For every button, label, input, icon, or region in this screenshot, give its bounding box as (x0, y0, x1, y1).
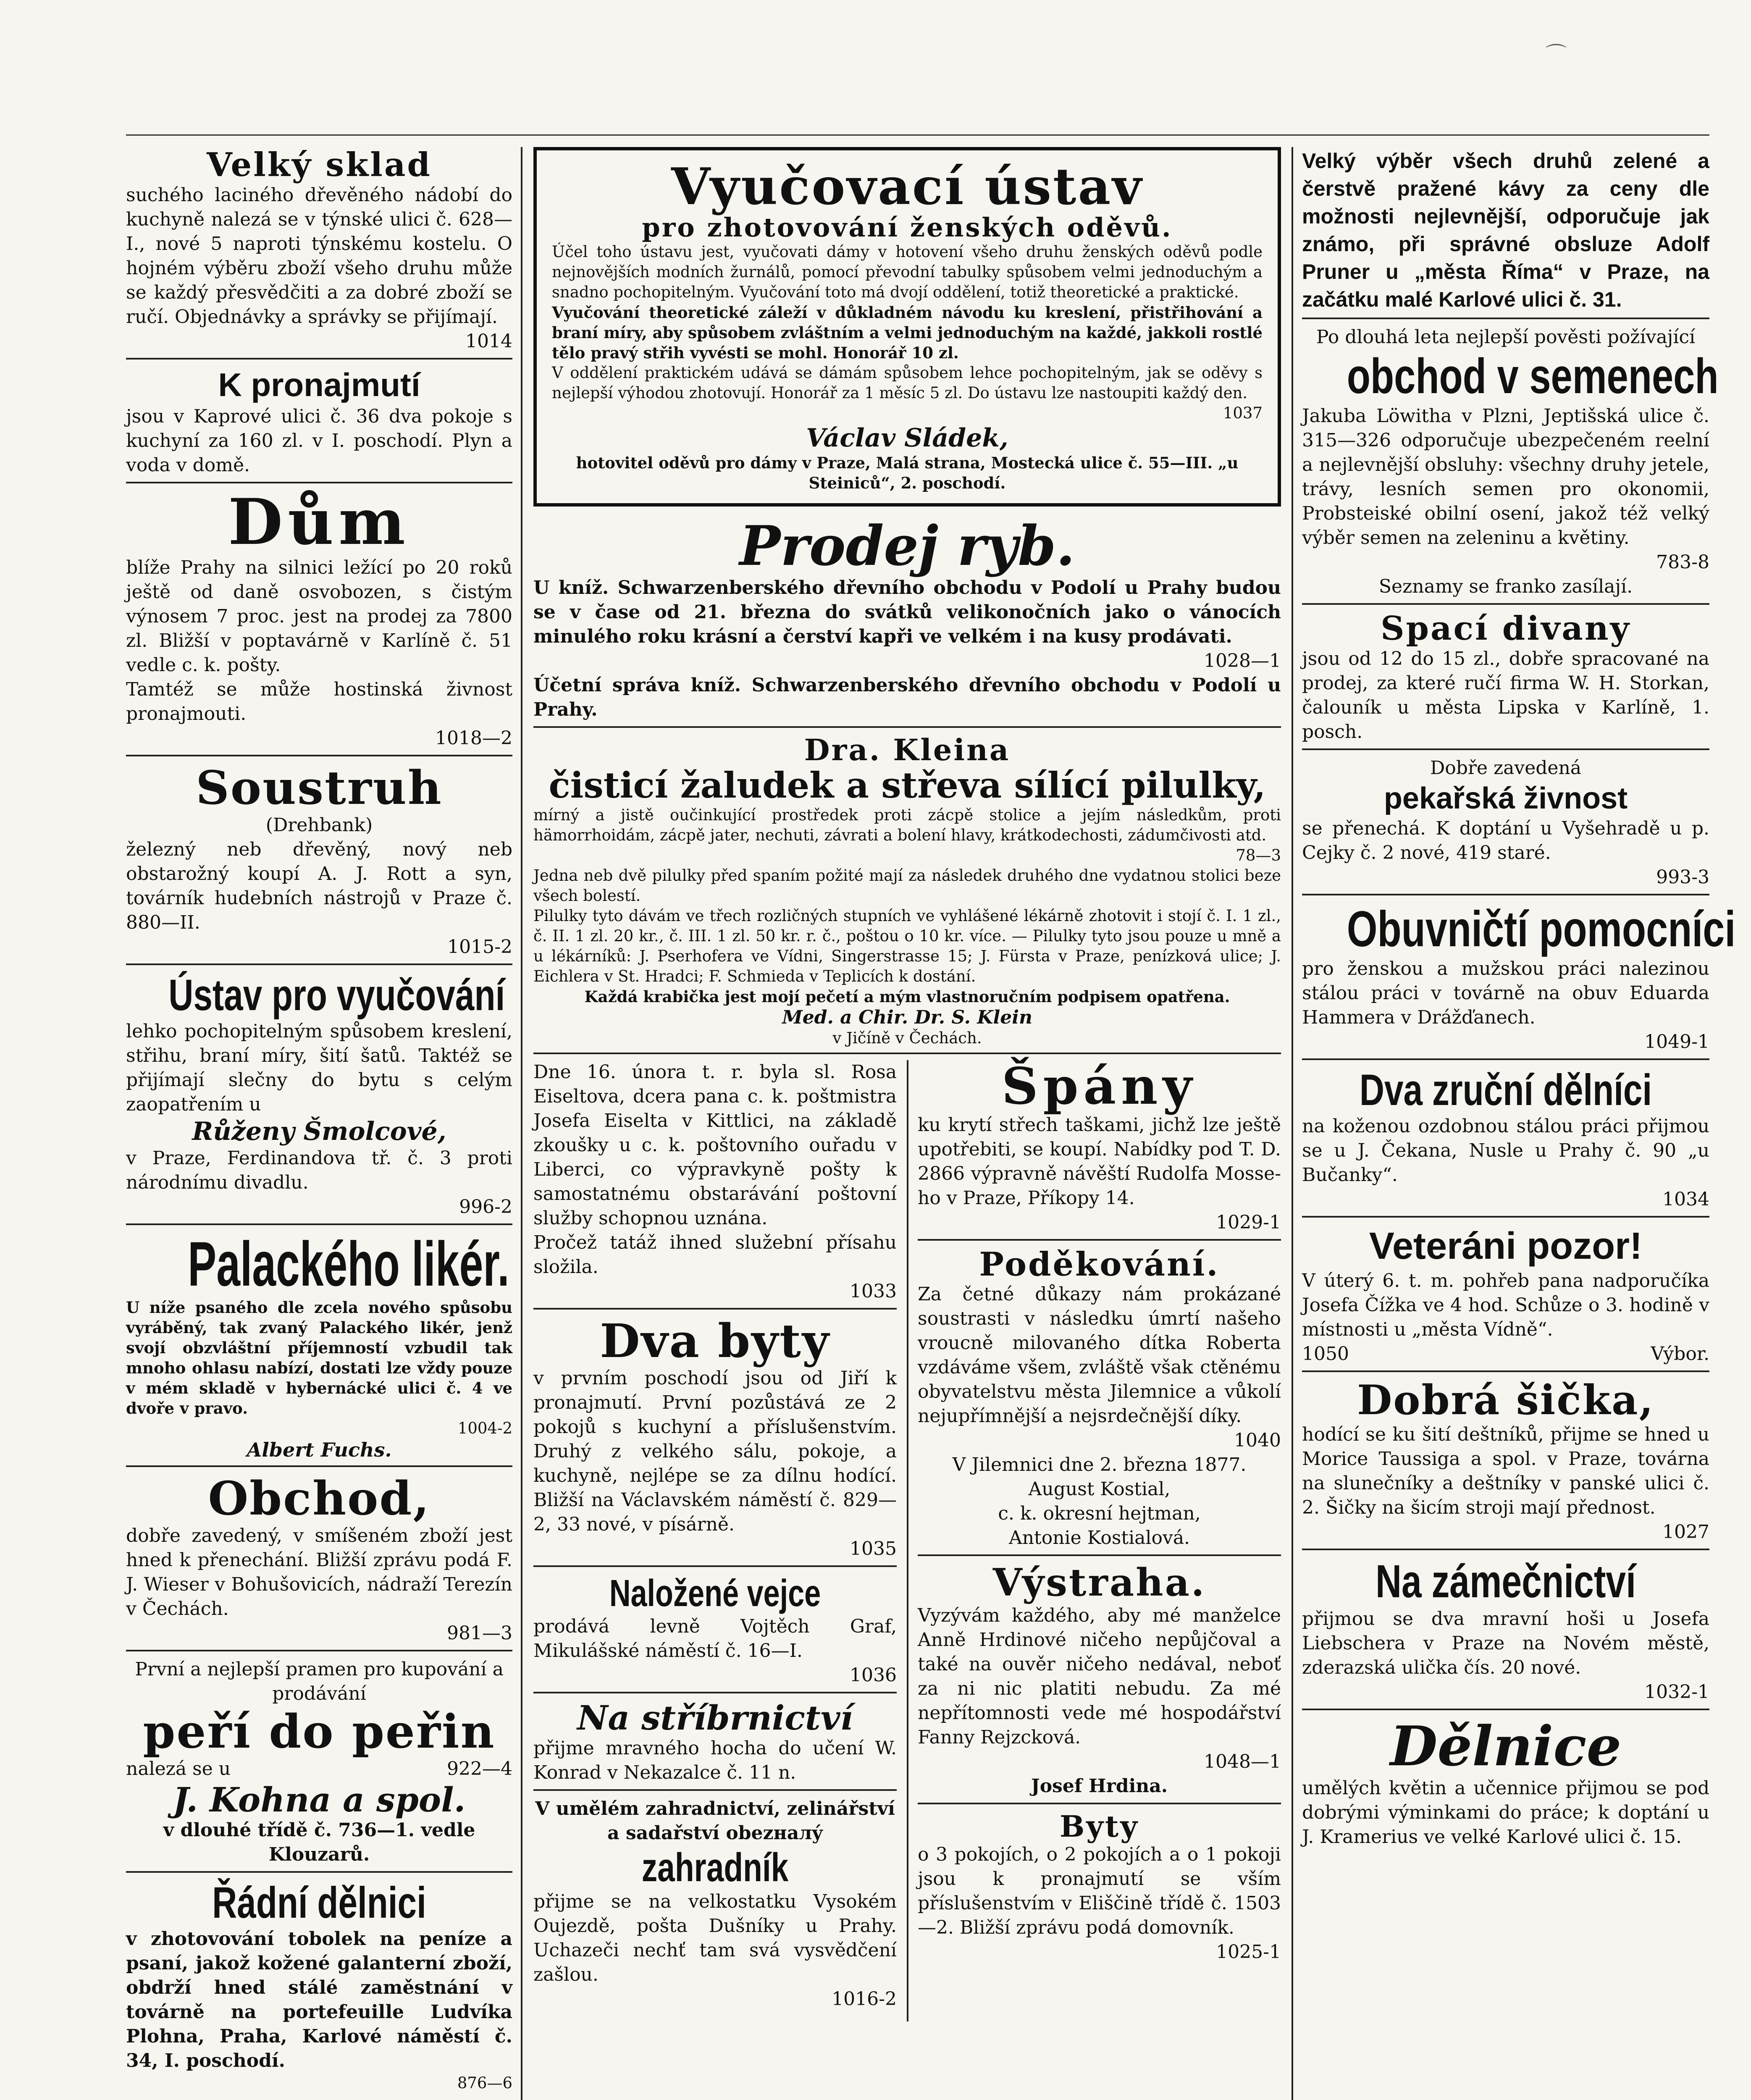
ad-signature: Albert Fuchs. (247, 1438, 392, 1461)
ad-code: 1004-2 (457, 1419, 512, 1437)
ad-delnice (1302, 1716, 1709, 1853)
ad-text: Dne 16. února t. r. byla sl. Rosa Eiseltova, dcera pana c. k. poštmistra Josefa Eiselta v Kittlici, na základě zkoušky u c. k. poštovního ouřadu v Liberci, co výpravkyně pošty k samostatnému obstarávání poštovní služby schopnou uznána. (533, 1061, 897, 1229)
ad-code: 1028—1 (1204, 650, 1281, 672)
ad-code: 1035 (850, 1538, 897, 1559)
ad-subtitle: pro zhotovování ženských oděvů. (642, 212, 1173, 243)
ad-line (126, 1757, 512, 1781)
page-mark: ⌒ (1546, 42, 1567, 67)
ad-code: 1032-1 (1644, 1681, 1709, 1703)
ad-title: Ústav pro vyučování (168, 970, 505, 1020)
ad-title: Velký sklad (207, 146, 432, 184)
ad-title: Veteráni pozor! (1369, 1225, 1643, 1268)
ad-text: hodící se ku šití deštníků, přijme se hned u Morice Taussiga a spol. v Praze, továrna na slunečníky a deštníky v panské ulici č. 2. Šičky na šicím stroji mají přednost. (1302, 1424, 1709, 1519)
ad-code: 1049-1 (1644, 1031, 1709, 1053)
ad-text: Vyučování theoretické záleží v důkladném návodu ku kreslení, přistřihování a braní míry, aby spůsobem zvláštním a velmi jednoduchým na každé, jakkoli rostlé tělo pravý střih vyvésti se mohl. Honorář 10 zl. (552, 303, 1263, 362)
ad-title: Na stříbrnictví (577, 1698, 853, 1738)
ad-text: dobře zavedený, v smíšeném zboží jest hned k přenechání. Bližší zprávu podá F. J. Wieser v Bohušovicích, nádraží Terezín v Čechách. (126, 1525, 512, 1620)
ad-text: přijme mravného hocha do učení W. Konrad v Nekazalce č. 11 n. (533, 1737, 897, 1783)
ad-title: Vyučovací ústav (671, 157, 1143, 216)
ad-text: suchého laciného dřevěného nádobí do kuchyně nalezá se v týnské ulici č. 628—I., nové 5 naproti týnskému kostelu. O hojném výběru zboží všeho druhu může se každý přesvědčiti a za dobré zboží se ručí. Objednávky a správky se přijímají. (126, 184, 512, 328)
ad-obuvnicti-pomocnici (1302, 900, 1736, 1060)
top-rule (126, 134, 1709, 136)
ad-vystraha (918, 1562, 1281, 1804)
column-left (126, 147, 512, 2100)
ad-code: 1033 (850, 1280, 897, 1302)
split-columns (533, 1056, 1281, 2022)
ad-code: 1034 (1662, 1189, 1709, 1210)
ad-title: Řádní dělnici (212, 1878, 426, 1927)
ad-nalozene-vejce (533, 1573, 897, 1693)
ad-signature: J. Kohna a spol. (173, 1780, 466, 1819)
ad-spaci-divany (1302, 611, 1709, 750)
ad-signature: Růženy Šmolcové, (192, 1117, 446, 1147)
ad-text: Tamtéž se může hostinská živnost pronajmouti. (126, 678, 512, 724)
ad-kava (1302, 147, 1709, 319)
ad-signature: Výbor. (1651, 1343, 1709, 1365)
ad-palackeho-liker (126, 1228, 512, 1467)
ad-text: pro ženskou a mužskou práci nalezinou stálou práci v továrně na obuv Eduarda Hammera v Drážďanech. (1302, 958, 1709, 1028)
ad-dum (126, 485, 512, 756)
ad-code: 996-2 (459, 1196, 512, 1218)
ad-title: Špány (1001, 1056, 1197, 1116)
ad-title: Dra. Kleina (804, 732, 1011, 768)
ad-text: V úterý 6. t. m. pohřeb pana nadporučíka Josefa Čížka ve 4 hod. Schůze o 3. hodině v místnosti u „města Vídně“. (1302, 1270, 1709, 1341)
ad-title: Výstraha. (992, 1560, 1206, 1605)
ad-k-pronajmuti (126, 365, 512, 484)
ad-name: August Kostial, (1028, 1478, 1171, 1500)
ad-signature: Med. a Chir. Dr. S. Klein (782, 1006, 1032, 1028)
ad-code: 1027 (1662, 1521, 1709, 1543)
column-middle (533, 147, 1281, 2021)
ad-title: Dobrá šička, (1357, 1376, 1654, 1424)
ad-code: 1015-2 (447, 936, 512, 958)
ad-title: Obchod, (208, 1471, 431, 1525)
ad-text: prodává levně Vojtěch Graf, Mikulášské náměstí č. 16—I. (533, 1615, 897, 1662)
ad-peri (126, 1657, 512, 1873)
subcolumn-right (907, 1056, 1281, 2022)
ad-title: čisticí žaludek a střeva sílící pilulky, (549, 764, 1266, 806)
ad-text: hotovitel oděvů pro dámy v Praze, Malá strana, Mostecká ulice č. 55—III. „u Steiniců“, 2. poschodí. (576, 454, 1239, 493)
ad-code: 981—3 (447, 1622, 512, 1644)
ad-text: V Jilemnici dne 2. března 1877. (952, 1454, 1247, 1476)
ad-text: v prvním poschodí jsou od Jiří k pronajmutí. První pozůstává ze 2 pokojů s kuchyní a příslušenstvím. Druhý z velkého sálu, pokoje, a kuchyně, nejlépe se za dílnu hodící. Bližší na Václavském náměstí č. 829—2, 33 nové, v písárně. (533, 1367, 897, 1535)
ad-text: Velký výběr všech druhů zelené a čerstvě pražené kávy za ceny dle možnosti nejlevnější, odporučuje jak známo, při správné obsluze Adolf Pruner u „města Říma“ v Praze, na začátku malé Karlové ulici č. 31. (1302, 149, 1709, 311)
ad-text: na koženou ozdobnou stálou práci přijmou se u J. Čekana, Nusle u Prahy č. 90 „u Bučanky“. (1302, 1116, 1709, 1186)
ad-text: přijmou se dva mravní hoši u Josefa Liebschera v Praze na Novém městě, zderazská ulička čís. 20 nové. (1302, 1608, 1709, 1679)
ad-text: U kníž. Schwarzenberského dřevního obchodu v Podolí u Prahy budou se v čase od 21. března do svátků velikonočních jako o vánocích minulého roku krásní a čerství kapři ve velkém i na kusy prodávati. (533, 577, 1281, 648)
ad-code: 1025-1 (1216, 1941, 1281, 1963)
ad-line (1302, 1342, 1709, 1366)
ad-ustav-pro-vyucovani (126, 971, 512, 1226)
ad-text: v zhotovování tobolek na peníze a psaní, jakož kožené galanterní zboží, obdrží hned stálé zaměstnání v továrně na portefeuille Ludvíka Plohna, Praha, Karlové náměstí č. 34, I. poschodí. (126, 1928, 512, 2072)
ad-text: První a nejlepší pramen pro kupování a prodávání (135, 1658, 504, 1704)
ad-code: 1037 (1223, 404, 1263, 423)
ad-text: se přenechá. K doptání u Vyšehradě u p. Cejky č. 2 nové, 419 staré. (1302, 817, 1709, 864)
ad-pekarska-zivnost (1302, 756, 1709, 895)
ad-code: 993-3 (1656, 866, 1709, 888)
ad-code: 1018—2 (435, 727, 512, 749)
ad-text: Seznamy se franko zasílají. (1378, 575, 1633, 597)
ad-title: Dva byty (600, 1313, 830, 1368)
ad-code: 78—3 (1236, 846, 1281, 864)
ad-zahradnik (533, 1797, 897, 2016)
ad-text: o 3 pokojích, o 2 pokojích a o 1 pokoji jsou k pronajmutí se vším příslušenstvím v Eliščině třídě č. 1503—2. Bližší zprávu podá domovník. (918, 1844, 1281, 1939)
ad-title: Obuvničtí pomocníci (1347, 900, 1736, 957)
ad-soustruh (126, 762, 512, 965)
column-rule (1292, 147, 1293, 2100)
ad-text: Pilulky tyto dávám ve třech rozličných stupních ve vyhlášené lékárně zhotovit i stojí č. I. 1 zl., č. II. 1 zl. 20 kr., č. III. 1 zl. 50 kr. r. č., poštou o 10 kr. více. — Pilulky tyto jsou pouze u mně a u lékárníků: J. Pserhofera ve Vídni, Singerstrasse 15; J. Fürsta v Praze, penízková ulice; J. Eichlera v St. Hradci; F. Schmieda v Teplicích k dostání. (533, 906, 1281, 985)
ad-text: ku krytí střech taškami, jichž lze ještě upotřebiti, se koupí. Nabídky pod T. D. 2866 výpravně návěští Rudolfa Mosse-ho v Praze, Příkopy 14. (918, 1114, 1281, 1209)
ad-dva-zrucni-delnici (1302, 1066, 1709, 1218)
ad-text: jsou v Kaprové ulici č. 36 dva pokoje s kuchyní za 160 zl. v I. poschodí. Plyn a voda v domě. (126, 406, 512, 476)
ad-code: 1014 (465, 330, 512, 352)
ad-radni-delnici (126, 1879, 512, 2098)
ad-velky-sklad (126, 147, 512, 360)
ad-semena (1302, 325, 1719, 605)
ad-text: V umělém zahradnictví, zelinářství a sadařství obezналý (535, 1798, 895, 1844)
ad-text: Každá krabička jest mojí pečetí a mým vlastnoručním podpisem opatřena. (584, 987, 1230, 1006)
ad-code: 876—6 (457, 2074, 512, 2092)
ad-text: umělých květin a učennice přijmou se pod dobrými výminkami do práce; k doptání u J. Kramerius ve velké Karlové ulici č. 15. (1302, 1777, 1709, 1848)
ad-title: pekařská živnost (1383, 781, 1628, 815)
ad-text: jsou od 12 do 15 zl., dobře spracované na prodej, za které ručí firma W. H. Storkan, čalouník u města Lipska v Karlíně, 1. posch. (1302, 648, 1709, 743)
ad-text: Jakuba Löwitha v Plzni, Jeptišská ulice č. 315—326 odporučuje ubezpečeném reelní a nejlevnější obsluhy: všechny druhy jetele, trávy, lesních semen pro okonomii, Probsteiské obilní osení, jakož též velký výběr semen na zeleninu a květiny. (1302, 405, 1709, 549)
ad-title: Soustruh (196, 760, 443, 815)
ad-text: železný neb dřevěný, nový neb obstarožný koupí A. J. Rott a syn, továrník hudebních nástrojů v Praze č. 880—II. (126, 838, 512, 933)
ad-text: v Praze, Ferdinandova tř. č. 3 proti národnímu divadlu. (126, 1147, 512, 1194)
ad-text: nalezá se u (126, 1758, 231, 1780)
ad-code: 1048—1 (1204, 1751, 1281, 1773)
ad-veterani-pozor (1302, 1223, 1709, 1372)
ad-title: Poděkování. (979, 1245, 1220, 1284)
ad-obchod (126, 1473, 512, 1651)
ad-kleina-pilulky (533, 734, 1281, 1054)
ad-signature: Josef Hrdina. (1031, 1775, 1168, 1797)
ad-code: 1040 (1234, 1430, 1281, 1452)
column-right (1302, 147, 1736, 1859)
ad-code: 1050 (1302, 1343, 1349, 1365)
ad-dobra-sicka (1302, 1378, 1709, 1550)
ad-dva-byty (533, 1315, 897, 1567)
ad-text: v dlouhé třídě č. 736—1. vedle Klouzarů. (163, 1819, 475, 1865)
ad-eiseltova (533, 1060, 897, 1310)
ad-text: Účel toho ústavu jest, vyučovati dámy v hotovení všeho druhu ženských oděvů podle nejnovějších modních žurnálů, pomocí převodní tabulky spůsobem velmi jednoduchým a snadno pochopitelným. Vyučování toto má dvojí oddělení, totiž theoretické a praktické. (552, 243, 1263, 302)
ad-text: Jedna neb dvě pilulky před spaním požité mají za následek druhého dne vydatnou stolici beze všech bolestí. (533, 866, 1281, 905)
ad-text: Vyzývám každého, aby mé manželce Anně Hrdinové ničeho nepůjčoval a také na ouvěr ničeho nedával, neboť za ni nic platiti nebudu. Za mé nepřítomnosti vede mé hospodářství Fanny Rejzcková. (918, 1605, 1281, 1748)
ad-na-stribrnictvi (533, 1699, 897, 1791)
ad-text: v Jičíně v Čechách. (832, 1029, 982, 1047)
ad-text: Dobře zavedená (1430, 757, 1582, 779)
ad-subtitle: (Drehbank) (265, 814, 373, 836)
ad-prodej-ryb (533, 516, 1281, 728)
ad-podekovani (918, 1247, 1281, 1557)
ad-vyucovaci-ustav (533, 147, 1281, 507)
ad-title: Dům (228, 485, 410, 559)
ad-title: Naložené vejce (609, 1572, 821, 1614)
ad-code: 922—4 (447, 1758, 512, 1780)
ad-title: obchod v semenech (1347, 349, 1719, 404)
ad-text: přijme se na velkostatku Vysokém Oujezdě, pošta Dušníky u Prahy. Uchazeči nechť tam svá vysvědčení zašlou. (533, 1891, 897, 1986)
ad-title: Byty (1060, 1809, 1139, 1844)
subcolumn-left (533, 1060, 897, 2022)
ad-title: Prodej ryb. (739, 514, 1075, 578)
ad-code: 783-8 (1656, 551, 1709, 573)
ad-text: Po dlouhá leta nejlepší pověsti požívající (1316, 326, 1696, 348)
ad-title: Na zámečnictví (1376, 1556, 1636, 1608)
ad-title: Spací divany (1381, 609, 1631, 648)
ad-byty (918, 1810, 1281, 1969)
ad-name: Antonie Kostialová. (1008, 1527, 1190, 1549)
ad-signature: Václav Sládek, (806, 423, 1008, 453)
ad-text: V oddělení praktickém udává se dámám spůsobem lehce pochopitelným, jak se oděvy s nejlepší výhodou zhotovují. Honorář za 1 měsíc 5 zl. Do ústavu lze nastoupiti každý den. (552, 364, 1263, 402)
ad-text: Za četné důkazy nám prokázané soustrasti v následku úmrtí našeho vroucně milovaného dítka Roberta vzdáváme všem, zvláště však ctěnému obyvatelstvu města Jilemnice a vůkolí nejupřímnější a nejsrdečnější díky. (918, 1284, 1281, 1427)
ad-text: Účetní správa kníž. Schwarzenberského dřevního obchodu v Podolí u Prahy. (533, 675, 1281, 721)
ad-spany (918, 1056, 1281, 1241)
ad-na-zamecnictvi (1302, 1556, 1709, 1710)
ad-code: 1036 (850, 1664, 897, 1686)
ad-title: Dva zruční dělníci (1359, 1065, 1652, 1115)
ad-title: K pronajmutí (218, 366, 420, 403)
ad-title: Palackého likér. (188, 1228, 509, 1299)
ad-code: 1029-1 (1216, 1211, 1281, 1233)
ad-title: Dělnice (1390, 1714, 1622, 1779)
ad-text: blíže Prahy na silnici ležící po 20 roků ještě od daně osvobozen, s čistým výnosem 7 proc. jest na prodej za 7800 zl. Bližší v poptavárně v Karlíně č. 51 vedle c. k. pošty. (126, 556, 512, 676)
ad-code: 1016-2 (832, 1988, 897, 2010)
ad-text: U níže psaného dle zcela nového spůsobu vyráběný, tak zvaný Palackého likér, jenž svojí obzvláštní příjemností vzbudil tak mnoho ohlasu nabízí, dostati lze vždy pouze v mém skladě v hybernácké ulici č. 4 ve dvoře v pravo. (126, 1298, 512, 1418)
ad-title: peří do peřin (143, 1704, 496, 1759)
ad-name: c. k. okresní hejtman, (998, 1503, 1201, 1525)
column-rule (521, 147, 522, 2100)
ad-text: lehko pochopitelným spůsobem kreslení, střihu, braní míry, šití šatů. Taktéž se přijímají slečny do bytu s celým zaopatřením u (126, 1021, 512, 1116)
ad-title: zahradník (641, 1845, 789, 1890)
ad-text: Pročež tatáž ihned služební přísahu složila. (533, 1231, 897, 1278)
ad-text: mírný a jistě oučinkující prostředek proti zácpě stolice a jejím následkům, proti hämorrhoidám, zácpě jater, nechuti, závrati a bolení hlavy, krátkodechosti, zádumčivosti atd. (533, 806, 1281, 844)
